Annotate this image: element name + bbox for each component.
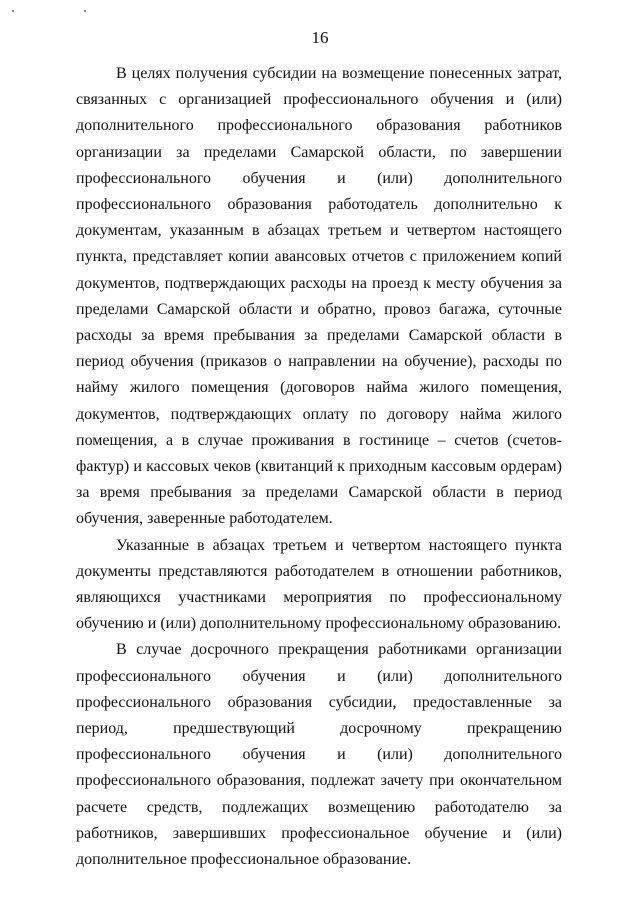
paragraph-subsidy-documents: В целях получения субсидии на возмещение понесенных затрат, связанных с организацией профессионального обучения и (или) дополнительного профессионального образования работников организации за пределами Самарской области, по завершении профессионального обучения и (или) дополнительного профессионального образования работодатель дополнительно к документам, указанным в абзацах третьем и четвертом настоящего пункта, представляет копии авансовых отчетов с приложением копий документов, подтверждающих расходы на проезд к месту обучения за пределами Самарской области и обратно, провоз багажа, суточные расходы за время пребывания за пределами Самарской области в период обучения (приказов о направлении на обучение), расходы по найму жилого помещения (договоров найма жилого помещения, документов, подтверждающих оплату по договору найма жилого помещения, а в случае проживания в гостинице – счетов (счетов-фактур) и кассовых чеков (квитанций к приходным кассовым ордерам) за время пребывания за пределами Самарской области в период обучения, заверенные работодателем. [76, 65, 562, 528]
page-number: 16 [311, 28, 329, 47]
document-body [76, 61, 562, 873]
paragraph-documents-submission: Указанные в абзацах третьем и четвертом настоящего пункта документы представляются работодателем в отношении работников, являющихся участниками мероприятия по профессиональному обучению и (или) дополнительному профессиональному образованию. [76, 536, 562, 633]
scan-speck [84, 10, 86, 12]
scan-speck [12, 10, 14, 12]
paragraph-early-termination: В случае досрочного прекращения работниками организации профессионального обучения и (или) дополнительного профессионального образования субсидии, предоставленные за период, предшествующий досрочному прекращению профессионального обучения и (или) дополнительного профессионального образования, подлежат зачету при окончательном расчете средств, подлежащих возмещению работодателю за работников, завершивших профессиональное обучение и (или) дополнительное профессиональное образование. [76, 641, 562, 869]
